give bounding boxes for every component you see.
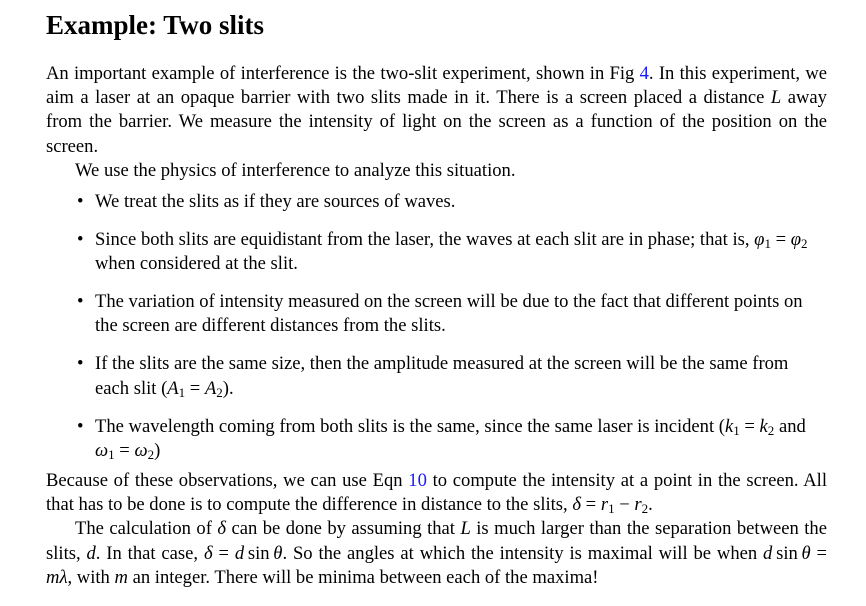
calc-text-2: can be done by assuming that xyxy=(226,518,461,540)
bullet-marker: • xyxy=(77,415,84,437)
math-theta: θ xyxy=(801,542,811,564)
calculation-paragraph xyxy=(46,517,827,590)
math-phi-2: $\varphi_2$ xyxy=(790,229,808,252)
bullet-2-text: Since both slits are equidistant from the laser, the waves at each slit are in phase; that is, xyxy=(95,229,755,251)
because-end: . xyxy=(648,494,653,516)
calc-text-6: , with xyxy=(67,566,115,588)
calc-text-4: . In that case, xyxy=(95,542,204,564)
bullet-marker: • xyxy=(77,191,84,213)
math-L: L xyxy=(770,87,782,109)
physics-paragraph: We use the physics of interference to analyze this situation. xyxy=(75,159,516,181)
intro-text-2: . In this experiment, we aim a laser at an opaque barrier with two slits made in it. There is a screen placed a distance xyxy=(46,63,827,109)
because-paragraph xyxy=(46,469,827,517)
math-delta: δ xyxy=(217,518,226,540)
math-k-1: $k_1$ xyxy=(724,415,740,438)
bullet-marker: • xyxy=(77,229,84,251)
math-omega-1: $\omega_1$ xyxy=(95,439,115,462)
math-d: d xyxy=(234,542,245,564)
math-equals: = xyxy=(770,229,791,251)
equation-reference-link[interactable]: 10 xyxy=(408,470,427,492)
bullet-4-text: If the slits are the same size, then the amplitude measured at the screen will be the same from each slit ( xyxy=(95,353,789,399)
math-equals: = xyxy=(114,439,135,461)
calc-text-1: The calculation of xyxy=(75,518,218,540)
bullet-marker: • xyxy=(77,353,84,375)
section-title: Example: Two slits xyxy=(46,10,265,40)
math-r-2: $r_2$ xyxy=(634,494,649,517)
math-equals: = xyxy=(185,377,205,399)
list-item-same-amplitude xyxy=(46,352,827,400)
math-theta: θ xyxy=(273,542,283,564)
bullet-1-text: We treat the slits as if they are sources of waves. xyxy=(95,191,456,213)
math-r-1: $r_1$ xyxy=(600,494,615,517)
math-omega-2: $\omega_2$ xyxy=(134,439,155,462)
math-equals: = xyxy=(810,542,828,564)
bullet-marker: • xyxy=(77,291,84,313)
bullet-5-text: The wavelength coming from both slits is the same, since the same laser is incident ( xyxy=(95,415,725,437)
math-minus: − xyxy=(614,494,635,516)
list-item-slits-as-sources xyxy=(46,190,827,214)
list-item-same-wavelength xyxy=(46,415,827,463)
calc-text-5: . So the angles at which the intensity is maximal will be when xyxy=(282,542,764,564)
body-text xyxy=(46,62,827,590)
math-m: m xyxy=(114,566,128,588)
math-sin: sin xyxy=(776,542,798,564)
list-item-intensity-variation xyxy=(46,290,827,338)
math-d: d xyxy=(763,542,773,564)
math-L: L xyxy=(460,518,471,540)
math-phi-1: $\varphi_1$ xyxy=(754,229,771,252)
list-item-in-phase xyxy=(46,228,827,276)
because-text-2: to compute the intensity at a point in the screen. All that has to be done is to compute the difference in distance to the slits, xyxy=(46,470,827,516)
bullet-5-tail: ) xyxy=(154,439,161,461)
math-A-1: $A_1$ xyxy=(167,377,186,400)
math-A-2: $A_2$ xyxy=(204,377,223,400)
intro-paragraph xyxy=(46,62,827,159)
math-d: d xyxy=(86,542,96,564)
math-equals: = xyxy=(739,415,760,437)
calc-text-3: is much larger than the separation between the slits, xyxy=(46,518,827,564)
observation-list xyxy=(46,190,827,463)
math-delta: δ xyxy=(203,542,213,564)
bullet-3-text: The variation of intensity measured on the screen will be due to the fact that different points on the screen are different distances from the slits. xyxy=(95,291,803,337)
because-text-1: Because of these observations, we can use Eqn xyxy=(46,470,409,492)
bullet-2-tail: when considered at the slit. xyxy=(95,253,298,275)
math-sin: sin xyxy=(247,542,270,564)
math-equals: = xyxy=(581,494,601,516)
math-m: m xyxy=(46,566,60,588)
math-equals: = xyxy=(212,542,235,564)
math-lambda: λ xyxy=(59,566,68,588)
figure-reference-link[interactable]: 4 xyxy=(639,63,649,84)
intro-text-1: An important example of interference is the two-slit experiment, shown in Fig xyxy=(46,63,640,84)
intro-text-3: away from the barrier. We measure the intensity of light on the screen as a function of the position on the screen. xyxy=(46,87,827,157)
math-k-2: $k_2$ xyxy=(759,415,775,438)
math-delta: δ xyxy=(572,494,582,516)
bullet-4-tail: ). xyxy=(222,377,234,399)
calc-text-7: an integer. There will be minima between each of the maxima! xyxy=(127,566,599,588)
bullet-5-and: and xyxy=(774,415,806,437)
